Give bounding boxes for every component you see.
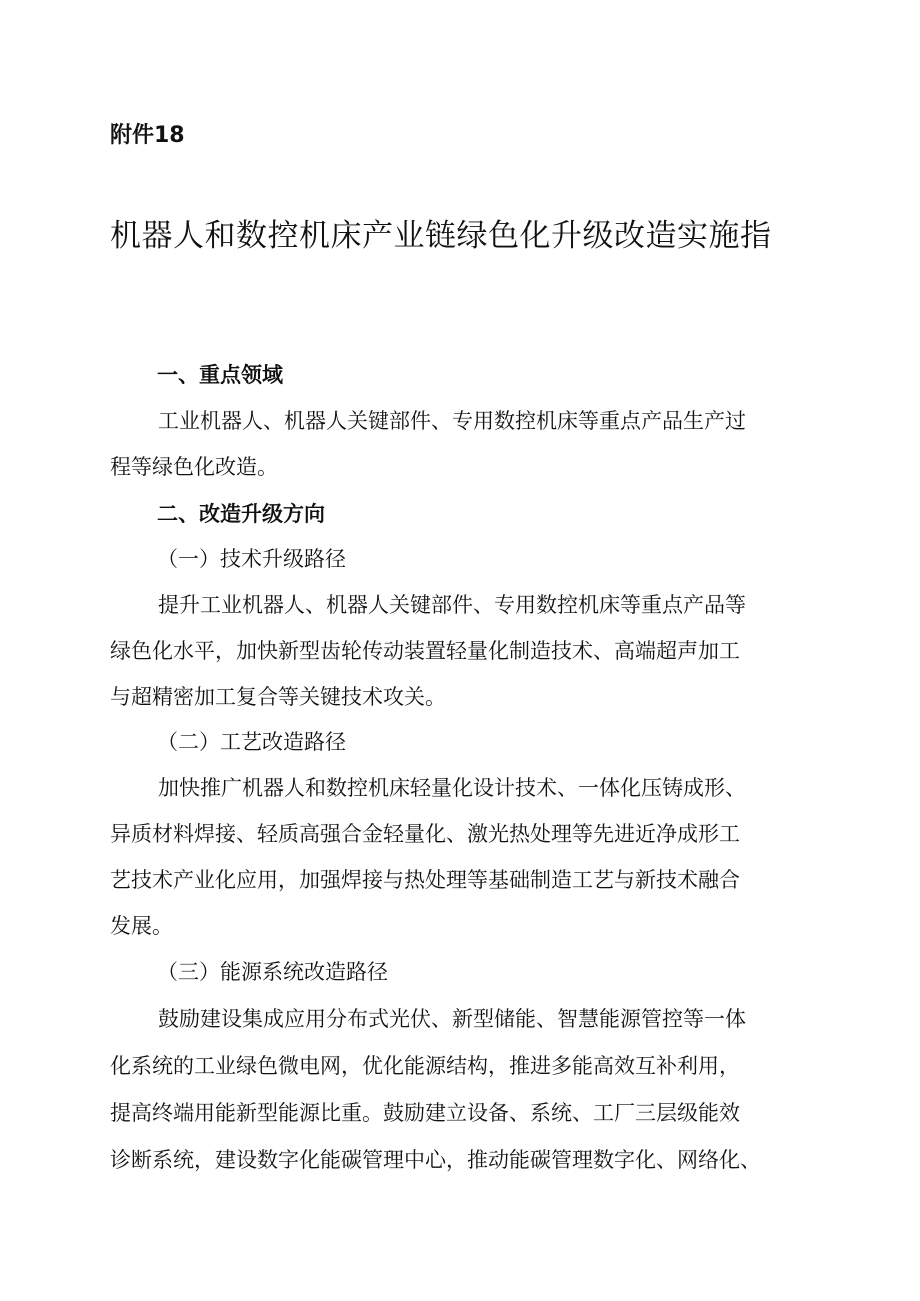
- attachment-label: 附件18: [110, 123, 185, 148]
- paragraph-line: 工业机器人、机器人关键部件、专用数控机床等重点产品生产过: [158, 409, 746, 433]
- paragraph-line: 加快推广机器人和数控机床轻量化设计技术、一体化压铸成形、: [158, 776, 746, 800]
- section-heading-upgrade-direction: 二、改造升级方向: [157, 502, 325, 526]
- paragraph-line: 提升工业机器人、机器人关键部件、专用数控机床等重点产品等: [158, 593, 746, 617]
- paragraph-line: 发展。: [110, 914, 173, 938]
- paragraph-line: 与超精密加工复合等关键技术攻关。: [110, 685, 446, 709]
- paragraph-line: 鼓励建设集成应用分布式光伏、新型储能、智慧能源管控等一体: [158, 1007, 746, 1031]
- paragraph-line: 诊断系统，建设数字化能碳管理中心，推动能碳管理数字化、网络化、: [110, 1148, 761, 1172]
- section-heading-key-areas: 一、重点领域: [157, 363, 283, 387]
- paragraph-line: 化系统的工业绿色微电网，优化能源结构，推进多能高效互补利用，: [110, 1054, 740, 1078]
- subsection-heading-technology: （一）技术升级路径: [157, 547, 346, 571]
- document-title: 机器人和数控机床产业链绿色化升级改造实施指: [110, 218, 772, 254]
- paragraph-line: 程等绿色化改造。: [110, 455, 278, 479]
- subsection-heading-energy: （三）能源系统改造路径: [157, 960, 388, 984]
- paragraph-line: 艺技术产业化应用，加强焊接与热处理等基础制造工艺与新技术融合: [110, 868, 740, 892]
- paragraph-line: 绿色化水平，加快新型齿轮传动装置轻量化制造技术、高端超声加工: [110, 639, 740, 663]
- paragraph-line: 异质材料焊接、轻质高强合金轻量化、激光热处理等先进近净成形工: [110, 822, 740, 846]
- subsection-heading-process: （二）工艺改造路径: [157, 730, 346, 754]
- paragraph-line: 提高终端用能新型能源比重。鼓励建立设备、系统、工厂三层级能效: [110, 1101, 740, 1125]
